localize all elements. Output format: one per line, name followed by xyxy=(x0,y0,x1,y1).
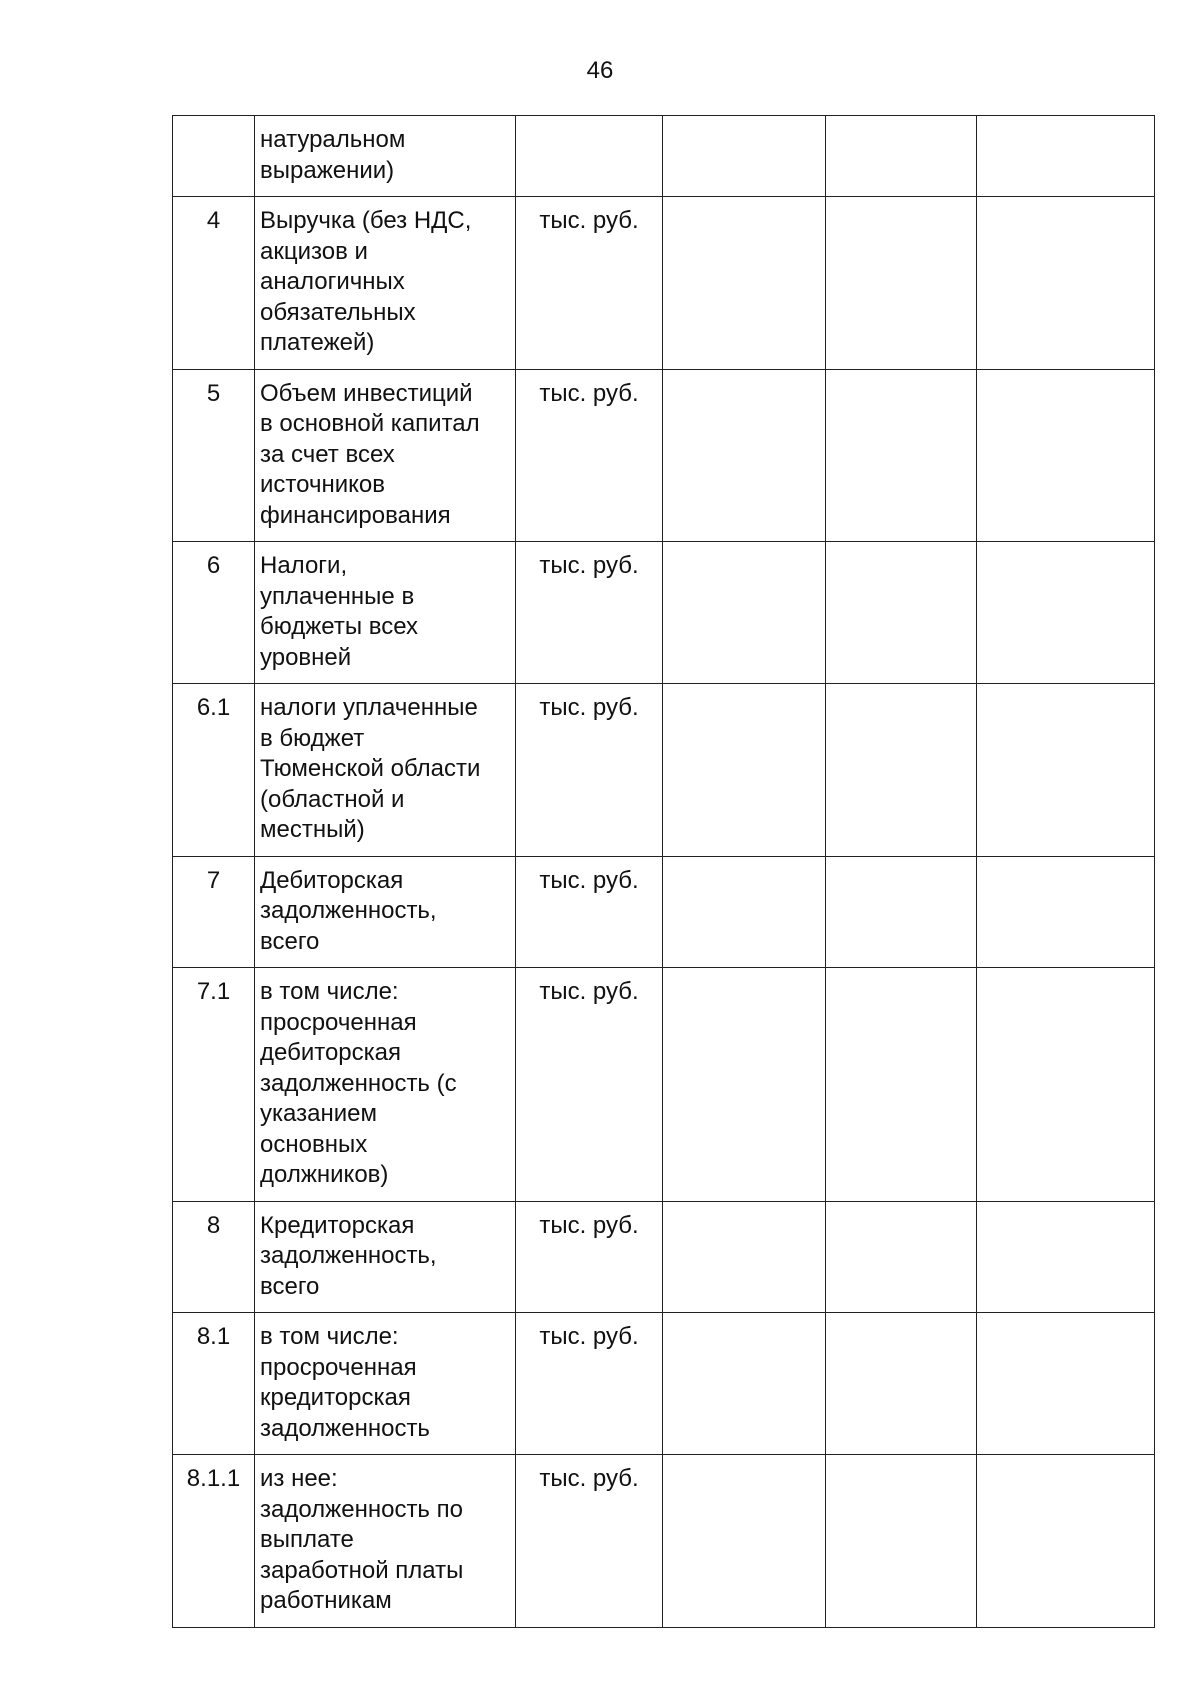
row-number-cell: 5 xyxy=(173,369,255,542)
indicator-name-cell: налоги уплаченные в бюджет Тюменской области (областной и местный) xyxy=(255,684,516,857)
table-row xyxy=(173,684,1155,857)
value-cell-2 xyxy=(826,968,977,1202)
indicator-name-cell: Выручка (без НДС, акцизов и аналогичных обязательных платежей) xyxy=(255,197,516,370)
value-cell-2 xyxy=(826,1201,977,1313)
indicator-name-cell: Кредиторская задолженность, всего xyxy=(255,1201,516,1313)
unit-cell: тыс. руб. xyxy=(516,542,663,684)
indicator-name-cell: натуральном выражении) xyxy=(255,116,516,197)
table-row xyxy=(173,116,1155,197)
unit-cell: тыс. руб. xyxy=(516,1201,663,1313)
value-cell-2 xyxy=(826,197,977,370)
row-number-cell xyxy=(173,116,255,197)
row-number-cell: 8.1.1 xyxy=(173,1455,255,1628)
value-cell-3 xyxy=(977,856,1155,968)
table-row xyxy=(173,369,1155,542)
indicator-name-cell: Дебиторская задолженность, всего xyxy=(255,856,516,968)
value-cell-2 xyxy=(826,542,977,684)
value-cell-1 xyxy=(663,684,826,857)
value-cell-1 xyxy=(663,1455,826,1628)
row-number-cell: 7 xyxy=(173,856,255,968)
table-body xyxy=(173,116,1155,1628)
value-cell-3 xyxy=(977,1313,1155,1455)
row-number-cell: 6.1 xyxy=(173,684,255,857)
indicator-name-cell: в том числе: просроченная дебиторская задолженность (с указанием основных должников) xyxy=(255,968,516,1202)
indicators-table xyxy=(172,115,1155,1628)
indicator-name-cell: в том числе: просроченная кредиторская задолженность xyxy=(255,1313,516,1455)
page-number: 46 xyxy=(586,57,614,84)
value-cell-2 xyxy=(826,369,977,542)
unit-cell: тыс. руб. xyxy=(516,197,663,370)
unit-cell: тыс. руб. xyxy=(516,1313,663,1455)
indicator-name-cell: из нее: задолженность по выплате заработной платы работникам xyxy=(255,1455,516,1628)
value-cell-3 xyxy=(977,116,1155,197)
table-row xyxy=(173,856,1155,968)
value-cell-1 xyxy=(663,197,826,370)
row-number-cell: 7.1 xyxy=(173,968,255,1202)
unit-cell: тыс. руб. xyxy=(516,1455,663,1628)
value-cell-3 xyxy=(977,369,1155,542)
table-row xyxy=(173,542,1155,684)
value-cell-3 xyxy=(977,684,1155,857)
row-number-cell: 4 xyxy=(173,197,255,370)
unit-cell xyxy=(516,116,663,197)
value-cell-3 xyxy=(977,1201,1155,1313)
indicator-name-cell: Объем инвестиций в основной капитал за счет всех источников финансирования xyxy=(255,369,516,542)
unit-cell: тыс. руб. xyxy=(516,369,663,542)
unit-cell: тыс. руб. xyxy=(516,968,663,1202)
row-number-cell: 6 xyxy=(173,542,255,684)
table-row xyxy=(173,1455,1155,1628)
value-cell-1 xyxy=(663,369,826,542)
value-cell-1 xyxy=(663,542,826,684)
indicator-name-cell: Налоги, уплаченные в бюджеты всех уровней xyxy=(255,542,516,684)
table-row xyxy=(173,197,1155,370)
unit-cell: тыс. руб. xyxy=(516,856,663,968)
value-cell-1 xyxy=(663,116,826,197)
value-cell-3 xyxy=(977,197,1155,370)
table-row xyxy=(173,1313,1155,1455)
table-row xyxy=(173,968,1155,1202)
value-cell-3 xyxy=(977,1455,1155,1628)
table-row xyxy=(173,1201,1155,1313)
row-number-cell: 8.1 xyxy=(173,1313,255,1455)
value-cell-1 xyxy=(663,1201,826,1313)
value-cell-3 xyxy=(977,542,1155,684)
value-cell-2 xyxy=(826,1455,977,1628)
unit-cell: тыс. руб. xyxy=(516,684,663,857)
value-cell-3 xyxy=(977,968,1155,1202)
value-cell-2 xyxy=(826,856,977,968)
value-cell-1 xyxy=(663,856,826,968)
value-cell-1 xyxy=(663,968,826,1202)
row-number-cell: 8 xyxy=(173,1201,255,1313)
value-cell-2 xyxy=(826,116,977,197)
value-cell-2 xyxy=(826,1313,977,1455)
value-cell-1 xyxy=(663,1313,826,1455)
value-cell-2 xyxy=(826,684,977,857)
